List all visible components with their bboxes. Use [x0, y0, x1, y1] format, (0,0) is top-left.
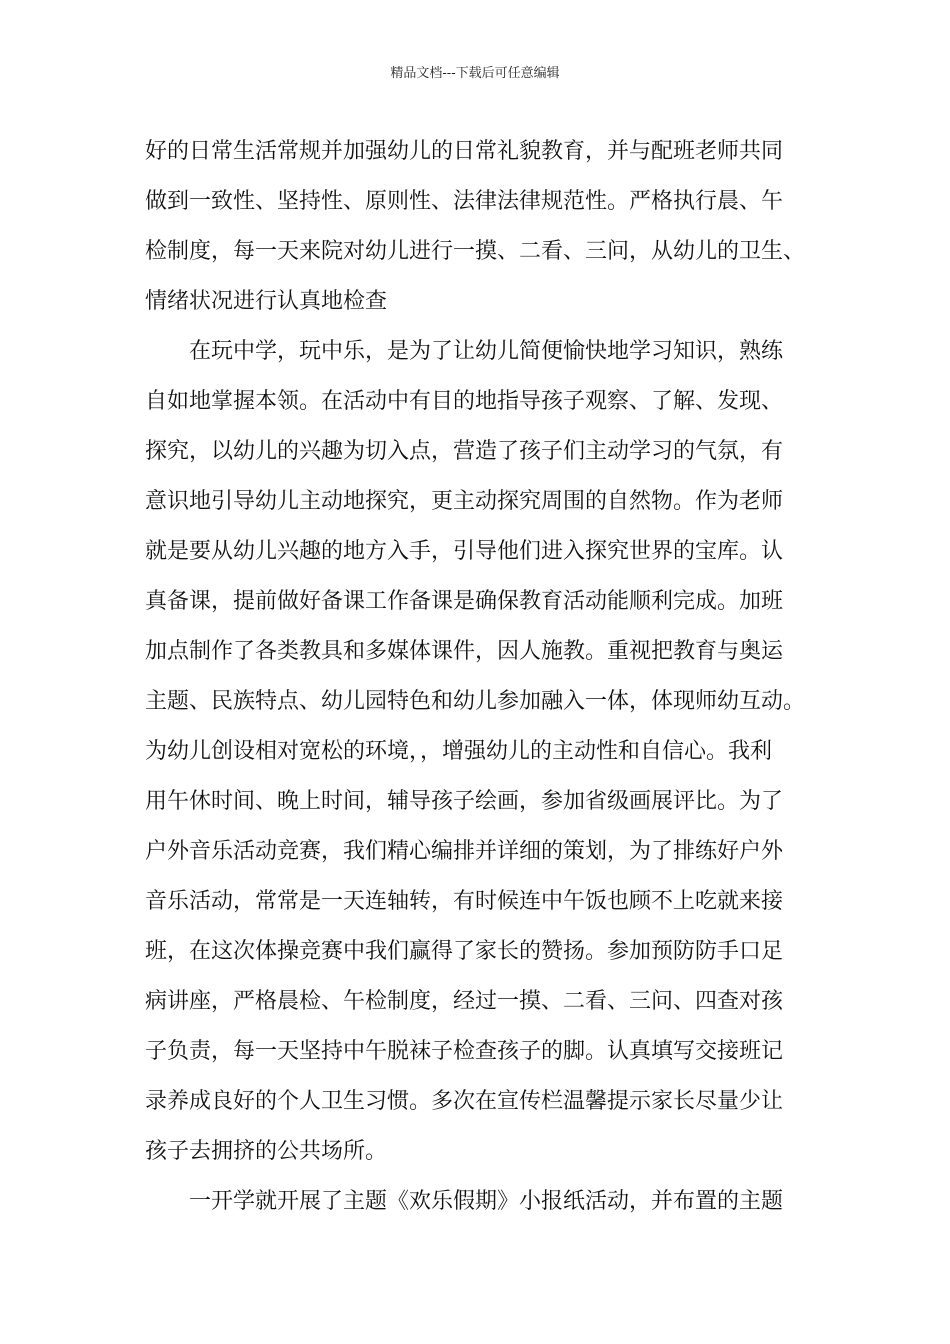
- text-line: 班，在这次体操竞赛中我们赢得了家长的赞扬。参加预防防手口足: [145, 939, 784, 964]
- text-line: 子负责，每一天坚持中午脱袜子检查孩子的脚。认真填写交接班记: [145, 1039, 784, 1064]
- text-line: 主题、民族特点、幼儿园特色和幼儿参加融入一体，体现师幼互动。: [145, 689, 806, 714]
- text-line: 自如地掌握本领。在活动中有目的地指导孩子观察、了解、发现、: [145, 389, 784, 414]
- text-line: 孩子去拥挤的公共场所。: [145, 1139, 388, 1164]
- page-header: 精品文档---下载后可任意编辑: [390, 66, 560, 81]
- text-line: 病讲座，严格晨检、午检制度，经过一摸、二看、三问、四查对孩: [145, 989, 784, 1014]
- text-line: 为幼儿创设相对宽松的环境，，增强幼儿的主动性和自信心。我利: [145, 739, 773, 764]
- text-line: 录养成良好的个人卫生习惯。多次在宣传栏温馨提示家长尽量少让: [145, 1089, 784, 1114]
- text-line: 意识地引导幼儿主动地探究，更主动探究周围的自然物。作为老师: [145, 489, 784, 514]
- text-line: 做到一致性、坚持性、原则性、法律法律规范性。严格执行晨、午: [145, 189, 784, 214]
- text-line: 在玩中学，玩中乐，是为了让幼儿简便愉快地学习知识，熟练: [145, 339, 784, 364]
- text-line: 户外音乐活动竞赛，我们精心编排并详细的策划，为了排练好户外: [145, 839, 784, 864]
- text-line: 用午休时间、晚上时间，辅导孩子绘画，参加省级画展评比。为了: [145, 789, 784, 814]
- text-line: 好的日常生活常规并加强幼儿的日常礼貌教育，并与配班老师共同: [145, 139, 784, 164]
- text-line: 情绪状况进行认真地检查: [145, 289, 388, 314]
- text-line: 加点制作了各类教具和多媒体课件，因人施教。重视把教育与奥运: [145, 639, 784, 664]
- text-line: 真备课，提前做好备课工作备课是确保教育活动能顺利完成。加班: [145, 589, 784, 614]
- text-line: 一开学就开展了主题《欢乐假期》小报纸活动，并布置的主题: [145, 1189, 784, 1214]
- text-line: 检制度，每一天来院对幼儿进行一摸、二看、三问，从幼儿的卫生、: [145, 239, 806, 264]
- text-line: 探究，以幼儿的兴趣为切入点，营造了孩子们主动学习的气氛，有: [145, 439, 784, 464]
- text-line: 就是要从幼儿兴趣的地方入手，引导他们进入探究世界的宝库。认: [145, 539, 784, 564]
- text-line: 音乐活动，常常是一天连轴转，有时候连中午饭也顾不上吃就来接: [145, 889, 784, 914]
